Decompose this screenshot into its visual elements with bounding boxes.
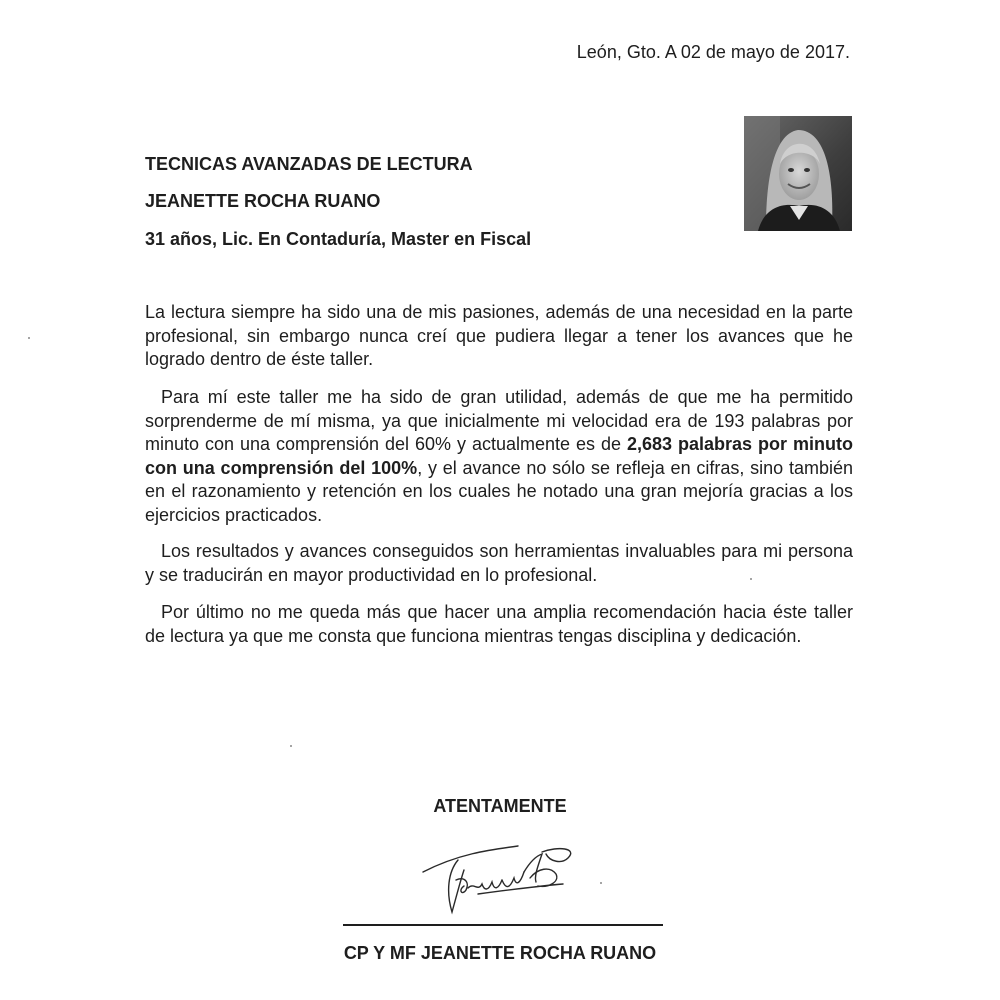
scan-speck xyxy=(28,337,30,339)
scan-speck xyxy=(750,578,752,580)
author-credentials: 31 años, Lic. En Contaduría, Master en Fiscal xyxy=(145,229,532,249)
paragraph-2-start: Para mí este taller me ha sido de gran utilidad, además de que me ha permitido sorprenderme de mí misma, ya que inicialmente mi velocidad era de 193 palabras por minuto con una comprensión del 60% y actualmente es de xyxy=(145,387,853,454)
scan-speck xyxy=(290,745,292,747)
portrait-photo xyxy=(744,116,852,231)
paragraph-4: Por último no me queda más que hacer una amplia recomendación hacia éste taller de lectura ya que me consta que funciona mientras tengas disciplina y dedicación. xyxy=(145,602,853,646)
signer-name: CP Y MF JEANETTE ROCHA RUANO xyxy=(343,943,657,963)
workshop-title: TECNICAS AVANZADAS DE LECTURA xyxy=(145,154,473,174)
author-name: JEANETTE ROCHA RUANO xyxy=(145,191,381,211)
paragraph-2-highlight: 2,683 palabras por minuto con una comprensión del 100% xyxy=(145,434,853,478)
letter-date: León, Gto. A 02 de mayo de 2017. xyxy=(576,42,850,62)
handwritten-signature-icon xyxy=(418,832,588,917)
closing-salutation: ATENTAMENTE xyxy=(433,796,567,816)
paragraph-2-end: , y el avance no sólo se refleja en cifras, sino también en el razonamiento y retención en los cuales he notado una gran mejoría gracias a los ejercicios practicados. xyxy=(145,457,853,525)
paragraph-2 xyxy=(145,386,853,527)
signature-line xyxy=(343,924,663,926)
paragraph-1: La lectura siempre ha sido una de mis pasiones, además de una necesidad en la parte profesional, sin embargo nunca creí que pudiera llegar a tener los avances que he logrado dentro de éste taller. xyxy=(145,302,853,369)
portrait-photo-icon xyxy=(744,116,852,231)
scan-speck xyxy=(600,882,602,884)
paragraph-3: Los resultados y avances conseguidos son herramientas invaluables para mi persona y se traducirán en mayor productividad en lo profesional. xyxy=(145,541,853,585)
